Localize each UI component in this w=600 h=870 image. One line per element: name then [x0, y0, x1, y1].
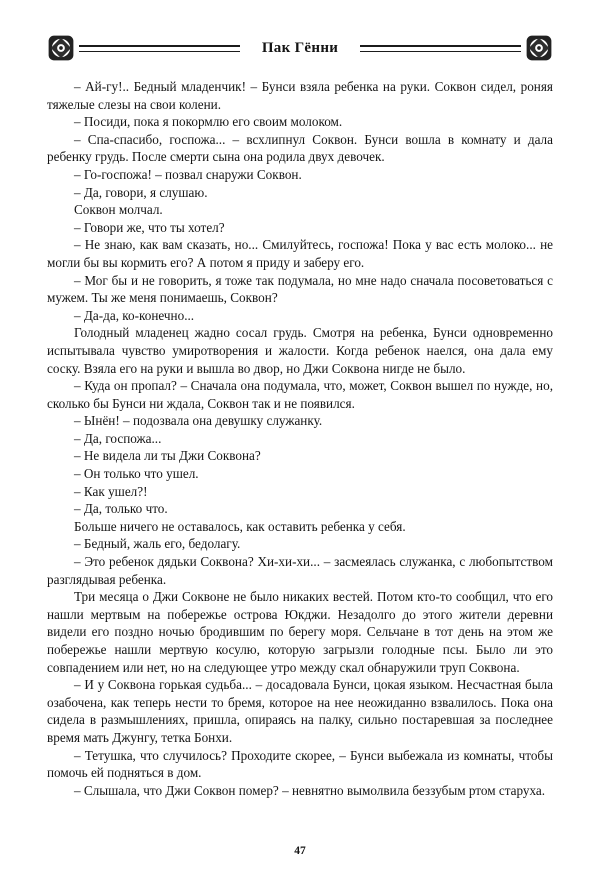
paragraph: – Мог бы и не говорить, я тоже так подумала, но мне надо сначала посоветоваться с мужем. Ты же меня понимаешь, Соквон? [47, 272, 553, 306]
paragraph: – Говори же, что ты хотел? [74, 219, 225, 235]
knot-ornament-icon [525, 34, 553, 62]
paragraph: Больше ничего не оставалось, как оставить ребенка у себя. [74, 518, 406, 534]
paragraph: – Ай-гу!.. Бедный младенчик! – Бунси взяла ребенка на руки. Соквон сидел, роняя тяжелые слезы на свои колени. [47, 79, 553, 112]
paragraph: – Спа-спасибо, госпожа... – всхлипнул Соквон. Бунси вошла в комнату и дала ребенку грудь. После смерти сына она родила двух девочек. [47, 131, 553, 165]
paragraph: – И у Соквона горькая судьба... – досадовала Бунси, цокая языком. Несчастная была озабочена, как теперь нести то бремя, которое на нее неожиданно взвалилось. Пока она сидела в размышлениях, пришла, опираясь на палку, сильно постаревшая за последнее время мать Джунгу, тетка Бонхи. [47, 677, 553, 745]
paragraph: – Го-госпожа! – позвал снаружи Соквон. [74, 166, 302, 182]
paragraph: – Да, говори, я слушаю. [74, 184, 208, 200]
paragraph: – Слышала, что Джи Соквон помер? – невнятно вымолвила беззубым ртом старуха. [74, 782, 546, 798]
paragraph: – Да, только что. [74, 501, 168, 517]
paragraph: – Он только что ушел. [74, 466, 199, 482]
paragraph: Соквон молчал. [74, 202, 163, 218]
header-rule-left [79, 45, 240, 52]
paragraph: – Тетушка, что случилось? Проходите скорее, – Бунси выбежала из комнаты, чтобы помочь ей подняться в дом. [47, 747, 553, 781]
paragraph: – Ынён! – подозвала она девушку служанку. [74, 413, 323, 429]
paragraph: – Не знаю, как вам сказать, но... Смилуйтесь, госпожа! Пока у вас есть молоко... не могли бы вы кормить его? А потом я приду и заберу его. [47, 237, 553, 270]
running-head-title: Пак Гённи [261, 39, 339, 56]
page-body-text [47, 78, 553, 841]
paragraph: – Да-да, ко-конечно... [74, 307, 195, 323]
header-rule-right [360, 45, 521, 52]
paragraph: Голодный младенец жадно сосал грудь. Смотря на ребенка, Бунси одновременно испытывала чувство умиротворения и жалости. Когда ребенок наелся, она дала ему соску. Взяла его на руки и вышла во двор, но Джи Соквона нигде не было. [47, 325, 553, 376]
paragraph: – Куда он пропал? – Сначала она подумала, что, может, Соквон вышел по нужде, но, сколько бы Бунси ни ждала, Соквон так и не появился. [47, 378, 553, 411]
paragraph: – Да, госпожа... [74, 430, 162, 446]
paragraph: – Как ушел?! [74, 483, 148, 499]
paragraph: – Не видела ли ты Джи Соквона? [74, 448, 261, 464]
page-header [47, 34, 553, 62]
page-number: 47 [294, 845, 306, 857]
paragraph: – Это ребенок дядьки Соквона? Хи-хи-хи... – засмеялась служанка, с любопытством разглядывая ребенка. [47, 554, 553, 587]
knot-ornament-icon [47, 34, 75, 62]
paragraph: – Бедный, жаль его, бедолагу. [74, 536, 241, 552]
paragraph: Три месяца о Джи Соквоне не было никаких вестей. Потом кто-то сообщил, что его нашли мертвым на побережье острова Юкджи. Незадолго до этого жители деревни видели его поздно ночью бродившим по берегу моря. Сельчане в тот день на этом же побережье нашли мертвую косулю, которую загрызли голодные псы. Было ли это совпадением или нет, но на следующее утро между скал обнаружили труп Соквона. [47, 589, 553, 675]
page-footer [47, 841, 553, 870]
paragraph: – Посиди, пока я покормлю его своим молоком. [74, 114, 343, 130]
